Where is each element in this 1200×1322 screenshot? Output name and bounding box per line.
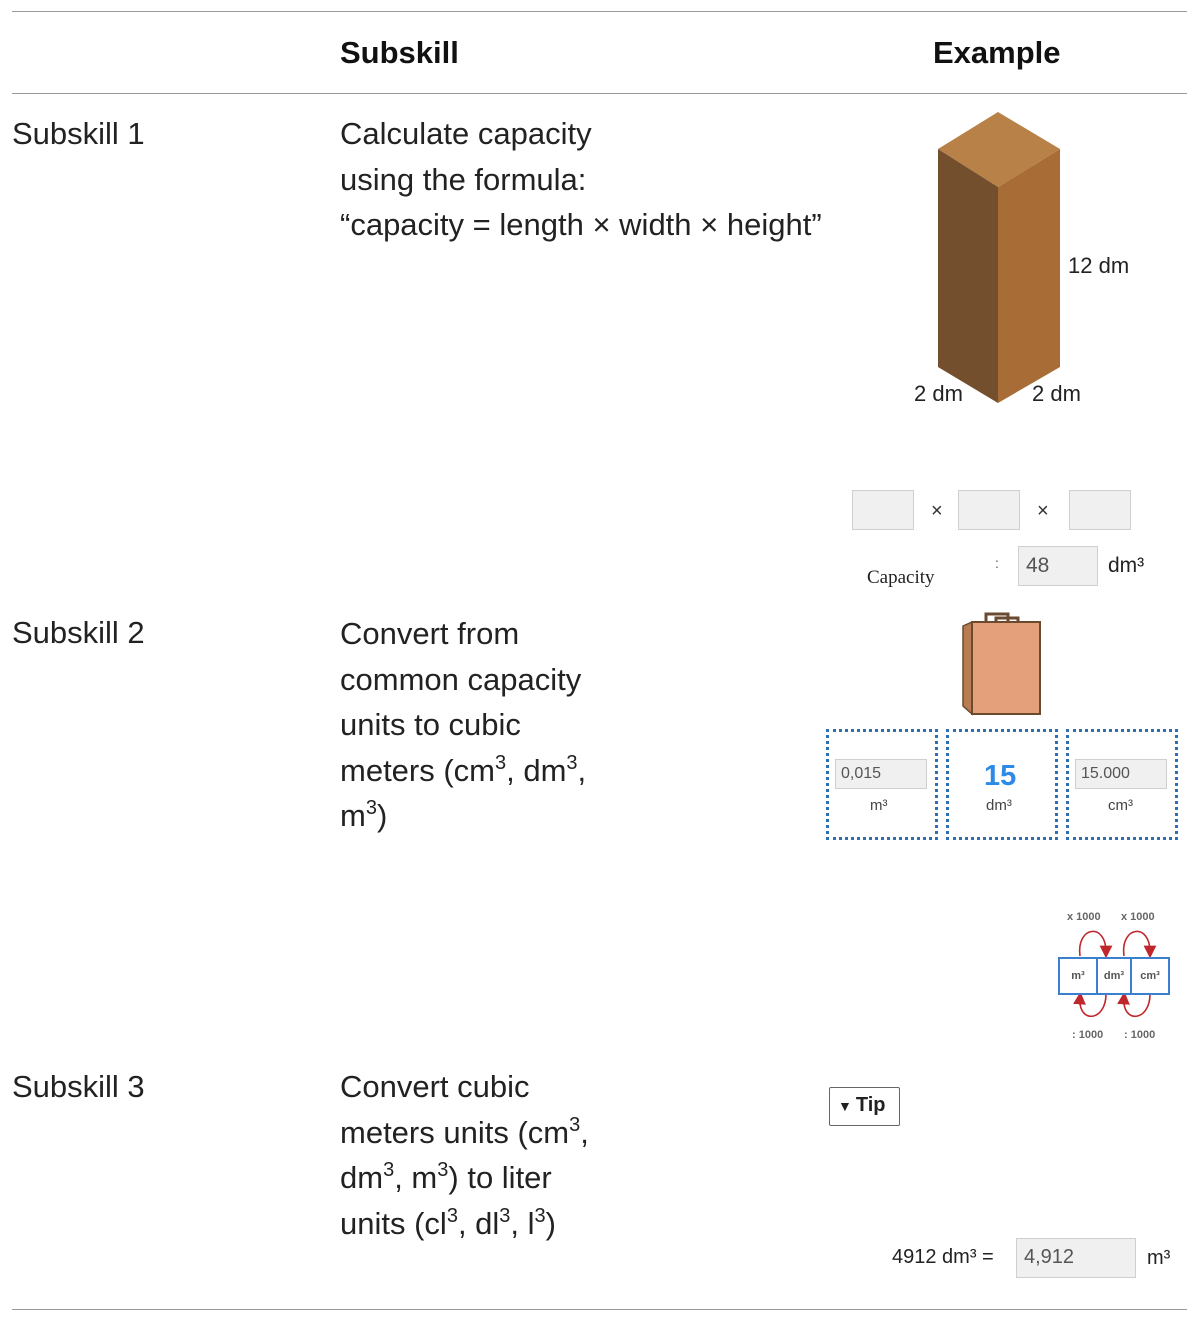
desc-line: units to cubic [340,707,521,742]
multiply-label-1: x 1000 [1067,911,1101,923]
cm3-value-field[interactable] [1075,759,1167,789]
top-rule [12,11,1187,12]
shopping-bag-icon [958,608,1046,720]
bottom-rule [12,1309,1187,1310]
prism-right-face [998,149,1060,403]
tip-label: Tip [855,1094,886,1116]
times-sign-2: × [1037,500,1049,522]
row-label-subskill-2: Subskill 2 [12,615,145,650]
width-input[interactable] [958,490,1020,530]
column-header-subskill: Subskill [340,35,459,70]
height-label: 12 dm [1068,253,1130,278]
m3-value-field[interactable] [835,759,927,789]
prism-left-face [938,149,998,403]
capacity-value: 48 [1026,554,1050,577]
desc-line: “capacity = length × width × height” [340,207,822,242]
divide-label-2: : 1000 [1124,1029,1156,1041]
row-label-subskill-1: Subskill 1 [12,116,145,151]
length-input[interactable] [852,490,914,530]
tip-button[interactable] [829,1087,900,1126]
equation-left: 4912 dm³ = [892,1246,994,1268]
answer-field[interactable] [1016,1238,1136,1278]
capacity-label: Capacity [867,567,935,588]
m3-unit-label: m³ [870,797,888,814]
cm3-unit-label: cm³ [1108,797,1133,814]
dm3-value: 15 [984,760,1017,792]
unit-box-dm3: dm³ [1096,957,1132,995]
desc-line: meters units ($cm^3$, [340,1113,589,1150]
subskill-2-description [340,611,586,839]
width-label-right: 2 dm [1032,381,1081,406]
unit-box-cm3: cm³ [1130,957,1170,995]
desc-line: units ($cl^3$, $dl^3$, $l^3$) [340,1204,556,1241]
multiply-label-2: x 1000 [1121,911,1155,923]
answer-value: 4,912 [1024,1246,1075,1268]
desc-line: Convert cubic [340,1069,530,1104]
desc-line: Calculate capacity [340,116,592,151]
desc-line: using the formula: [340,161,587,197]
subskill-3-description [340,1064,589,1246]
desc-line: common capacity [340,661,582,697]
capacity-colon: : [995,555,999,571]
rectangular-prism-illustration [930,105,1070,405]
capacity-unit: dm³ [1108,554,1145,577]
times-sign-1: × [931,500,943,522]
header-rule [12,93,1187,94]
dm3-unit-label: dm³ [986,797,1012,814]
unit-box-m3: m³ [1058,957,1098,995]
desc-line: $dm^3$, $m^3$) to liter [340,1159,552,1195]
desc-line: Convert from [340,616,520,651]
subskill-1-description [340,111,822,248]
capacity-value-field[interactable] [1018,546,1098,586]
m3-value: 0,015 [841,765,882,782]
column-header-example: Example [933,35,1061,70]
answer-unit: m³ [1147,1247,1171,1269]
desc-line: $m^3$) [340,797,388,833]
divide-label-1: : 1000 [1072,1029,1104,1041]
cm3-value: 15.000 [1081,765,1130,782]
desc-line: meters ($cm^3$, $dm^3$, [340,751,587,788]
width-label-left: 2 dm [914,381,963,406]
triangle-down-icon: ▼ [838,1098,852,1114]
row-label-subskill-3: Subskill 3 [12,1069,145,1104]
height-input[interactable] [1069,490,1131,530]
